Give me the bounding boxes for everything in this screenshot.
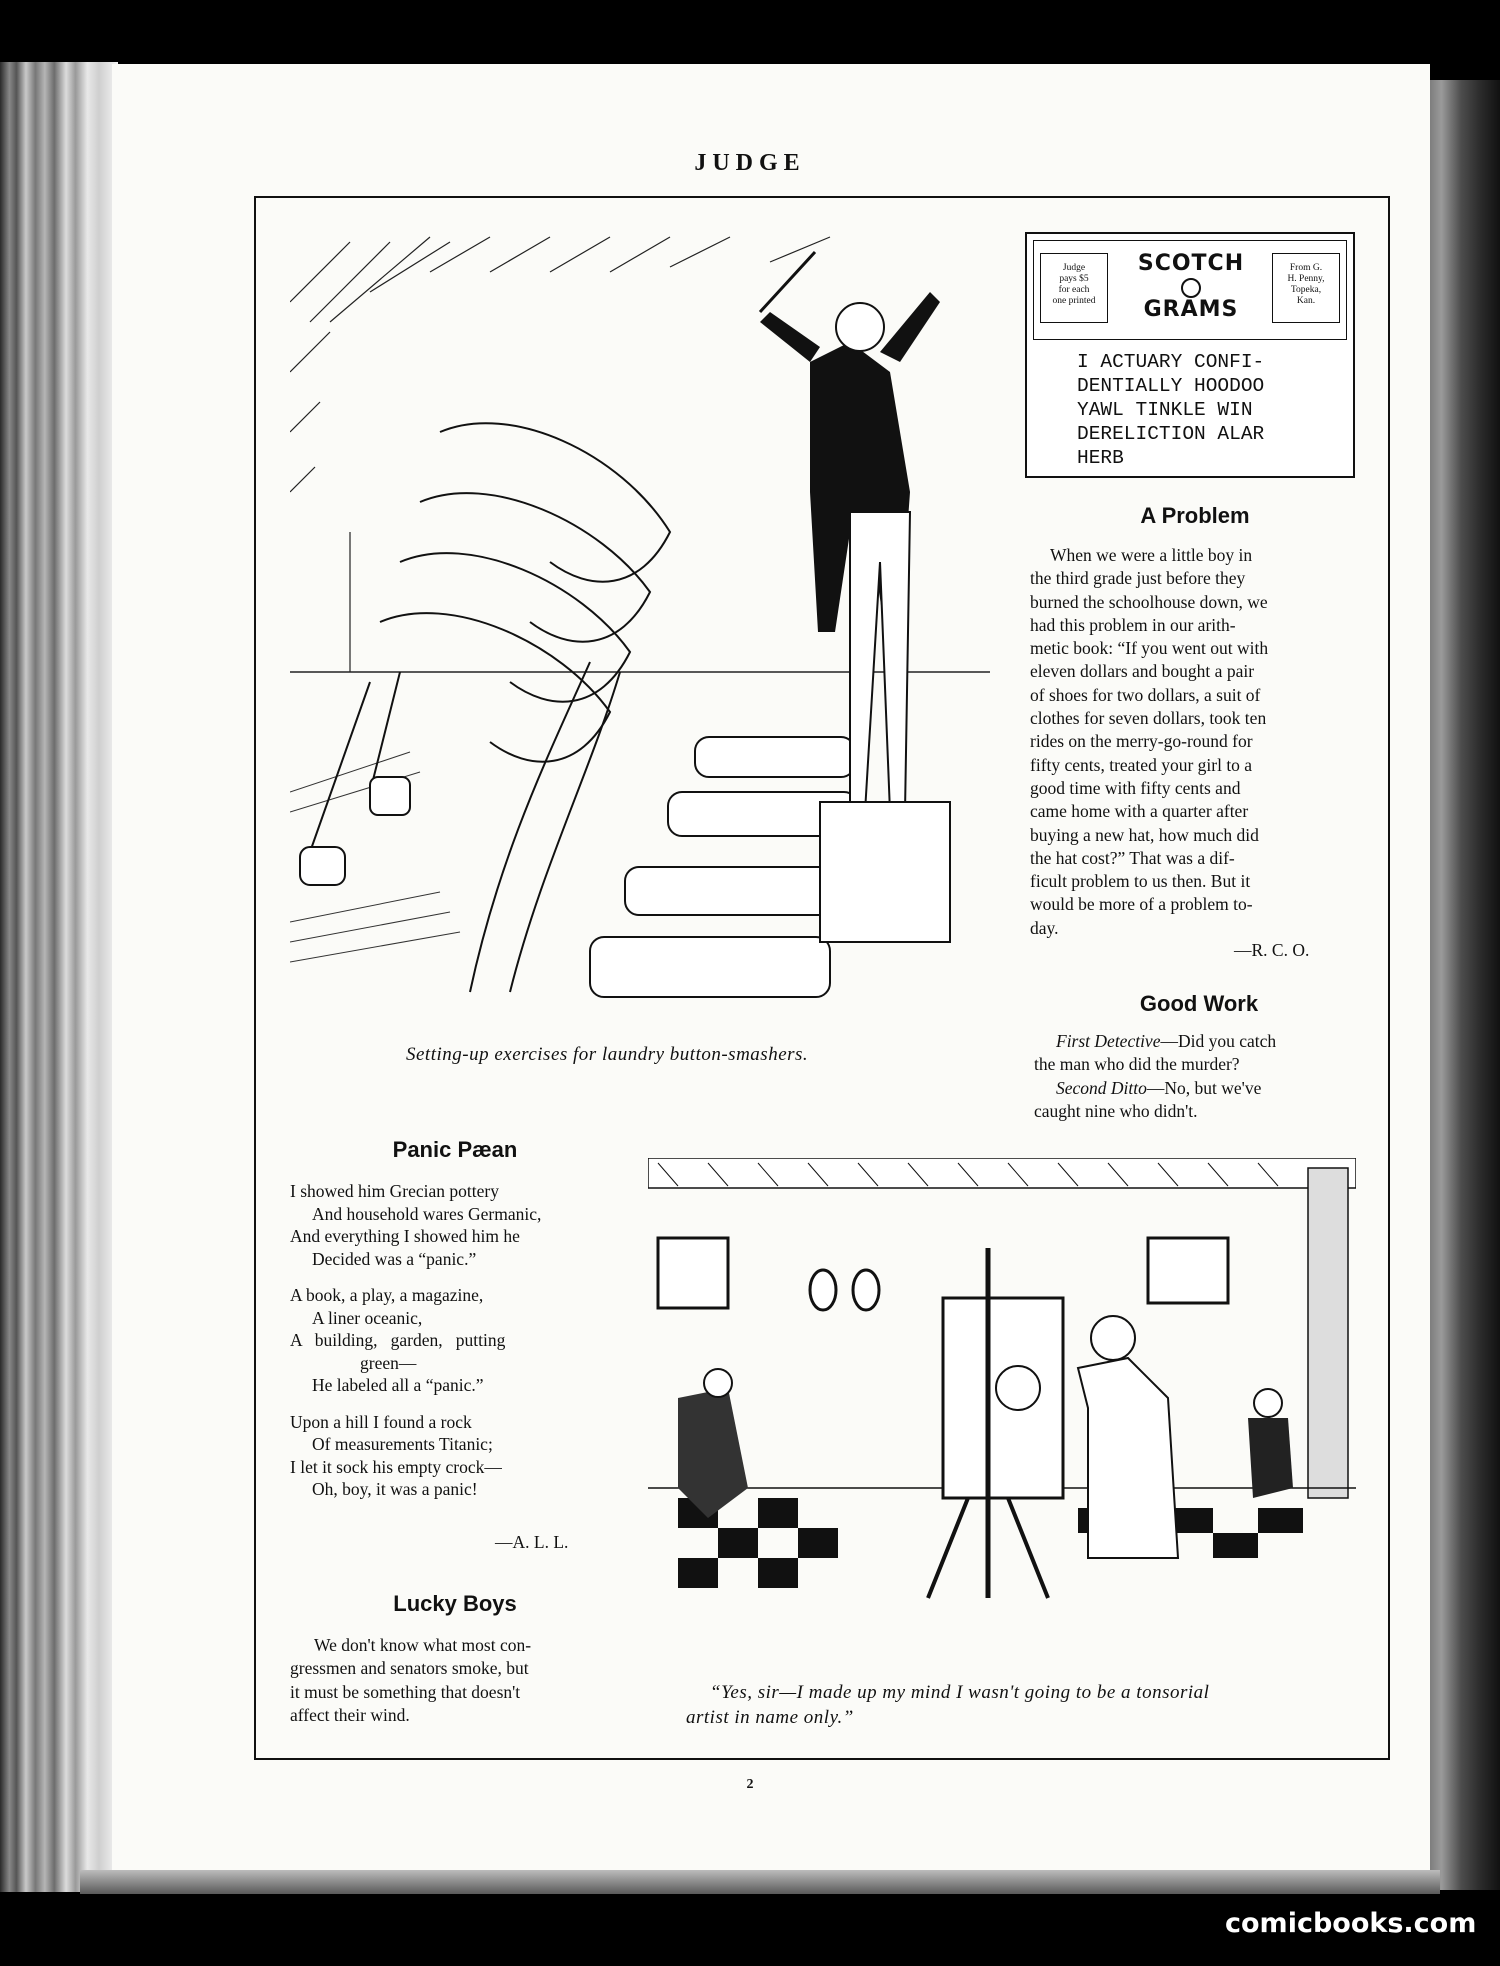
book-binding — [0, 62, 118, 1892]
a-problem-line: fifty cents, treated your girl to a — [1030, 754, 1253, 775]
lucky-boys-line: We don't know what most con- — [314, 1635, 532, 1655]
a-problem-line: rides on the merry-go-round for — [1030, 731, 1253, 752]
a-problem-line: metic book: “If you went out with — [1030, 638, 1269, 659]
a-problem-line: would be more of a problem to- — [1030, 894, 1253, 915]
lucky-boys-line: it must be something that doesn't — [290, 1681, 521, 1702]
a-problem-line: clothes for seven dollars, took ten — [1030, 708, 1267, 729]
top-cartoon-illustration — [290, 232, 1000, 1012]
page-bottom-shadow — [80, 1870, 1440, 1894]
good-work-line: the man who did the murder? — [1034, 1054, 1240, 1075]
a-problem-line: day. — [1030, 917, 1059, 938]
scotch-o-grams-text — [1077, 350, 1347, 470]
watermark-text: comicbooks.com — [1225, 1908, 1477, 1939]
poem-line: And everything I showed him he — [290, 1226, 520, 1246]
good-work-line: caught nine who didn't. — [1034, 1100, 1198, 1121]
a-problem-line: the hat cost?” That was a dif- — [1030, 847, 1235, 868]
left-note-line: pays $5 — [1059, 274, 1089, 284]
caption-line-2: artist in name only.” — [686, 1707, 854, 1728]
a-problem-text — [1030, 544, 1358, 940]
poem-line: Upon a hill I found a rock — [290, 1411, 472, 1432]
good-work-text — [1034, 1030, 1364, 1123]
scotch-o-grams-header — [1033, 240, 1347, 340]
lucky-boys-line: gressmen and senators smoke, but — [290, 1658, 529, 1679]
left-note-line: for each — [1058, 285, 1090, 295]
poem-line: Oh, boy, it was a panic! — [312, 1479, 478, 1499]
a-problem-line: had this problem in our arith- — [1030, 614, 1236, 635]
good-work-heading: Good Work — [1139, 991, 1259, 1016]
a-problem-line: burned the schoolhouse down, we — [1030, 591, 1268, 612]
scan-border-top — [0, 0, 1500, 62]
panic-paean-poem — [290, 1180, 620, 1501]
good-work-line — [1034, 1077, 1364, 1100]
stanza-break — [290, 1397, 620, 1411]
scotch-o-grams-title-bottom: GRAMS — [1143, 297, 1239, 322]
poem-line: A liner oceanic, — [312, 1307, 423, 1328]
lucky-boys-line: affect their wind. — [290, 1704, 410, 1725]
book-right-edge — [1422, 80, 1500, 1890]
panic-paean-signature: —A. L. L. — [495, 1532, 569, 1552]
poem-line: I showed him Grecian pottery — [290, 1181, 499, 1201]
top-cartoon-caption: Setting-up exercises for laundry button-smashers. — [406, 1044, 809, 1065]
scotch-o-grams-o-ring — [1181, 278, 1201, 298]
caption-line-1: “Yes, sir—I made up my mind I wasn't going to be a tonsorial — [710, 1682, 1210, 1703]
stanza-break — [290, 1270, 620, 1284]
lucky-boys-heading: Lucky Boys — [393, 1591, 517, 1616]
poem-line: I let it sock his empty crock— — [290, 1456, 502, 1477]
scotch-o-grams-right-note — [1272, 253, 1340, 323]
a-problem-line: When we were a little boy in — [1050, 545, 1253, 565]
page-number: 2 — [746, 1777, 754, 1792]
poem-line: Decided was a “panic.” — [312, 1248, 477, 1269]
poem-line: Of measurements Titanic; — [312, 1434, 493, 1454]
scotch-o-grams-line: HERB — [1077, 447, 1124, 469]
right-note-line: H. Penny, — [1287, 274, 1325, 284]
poem-line: He labeled all a “panic.” — [312, 1375, 484, 1395]
a-problem-line: buying a new hat, how much did — [1030, 824, 1259, 845]
scotch-o-grams-line: YAWL TINKLE WIN — [1077, 399, 1253, 421]
bottom-cartoon-illustration — [648, 1158, 1356, 1658]
bottom-cartoon-caption — [686, 1680, 1209, 1730]
second-ditto-text: —No, but we've — [1146, 1077, 1262, 1098]
first-detective-text: —Did you catch — [1160, 1031, 1277, 1051]
left-note-line: Judge — [1062, 263, 1086, 273]
poem-line: A book, a play, a magazine, — [290, 1285, 484, 1305]
scotch-o-grams-box — [1025, 232, 1355, 478]
a-problem-heading: A Problem — [1140, 503, 1250, 528]
a-problem-line: came home with a quarter after — [1030, 801, 1249, 822]
a-problem-line: of shoes for two dollars, a suit of — [1030, 684, 1261, 705]
right-note-line: Topeka, — [1290, 285, 1322, 295]
left-note-line: one printed — [1052, 296, 1096, 306]
a-problem-line: ficult problem to us then. But it — [1030, 871, 1251, 892]
poem-line: And household wares Germanic, — [312, 1203, 542, 1224]
right-note-line: From G. — [1289, 263, 1323, 273]
first-detective-speaker: First Detective — [1056, 1031, 1161, 1051]
scotch-o-grams-line: I ACTUARY CONFI- — [1077, 351, 1265, 373]
poem-line: A building, garden, putting — [290, 1330, 506, 1350]
scotch-o-grams-title-top: SCOTCH — [1137, 251, 1245, 276]
scotch-o-grams-line: DENTIALLY HOODOO — [1077, 375, 1265, 397]
a-problem-line: eleven dollars and bought a pair — [1030, 661, 1255, 682]
a-problem-line: good time with fifty cents and — [1030, 777, 1241, 798]
panic-paean-heading: Panic Pæan — [392, 1137, 518, 1162]
lucky-boys-text — [290, 1634, 622, 1727]
right-note-line: Kan. — [1296, 296, 1316, 306]
a-problem-line: the third grade just before they — [1030, 568, 1246, 589]
second-ditto-speaker: Second Ditto — [1056, 1077, 1147, 1098]
masthead: JUDGE — [694, 150, 806, 176]
scotch-o-grams-left-note — [1040, 253, 1108, 323]
poem-line: green— — [360, 1352, 417, 1373]
good-work-line — [1034, 1030, 1364, 1053]
a-problem-signature: —R. C. O. — [1234, 940, 1310, 960]
scotch-o-grams-line: DERELICTION ALAR — [1077, 423, 1265, 445]
